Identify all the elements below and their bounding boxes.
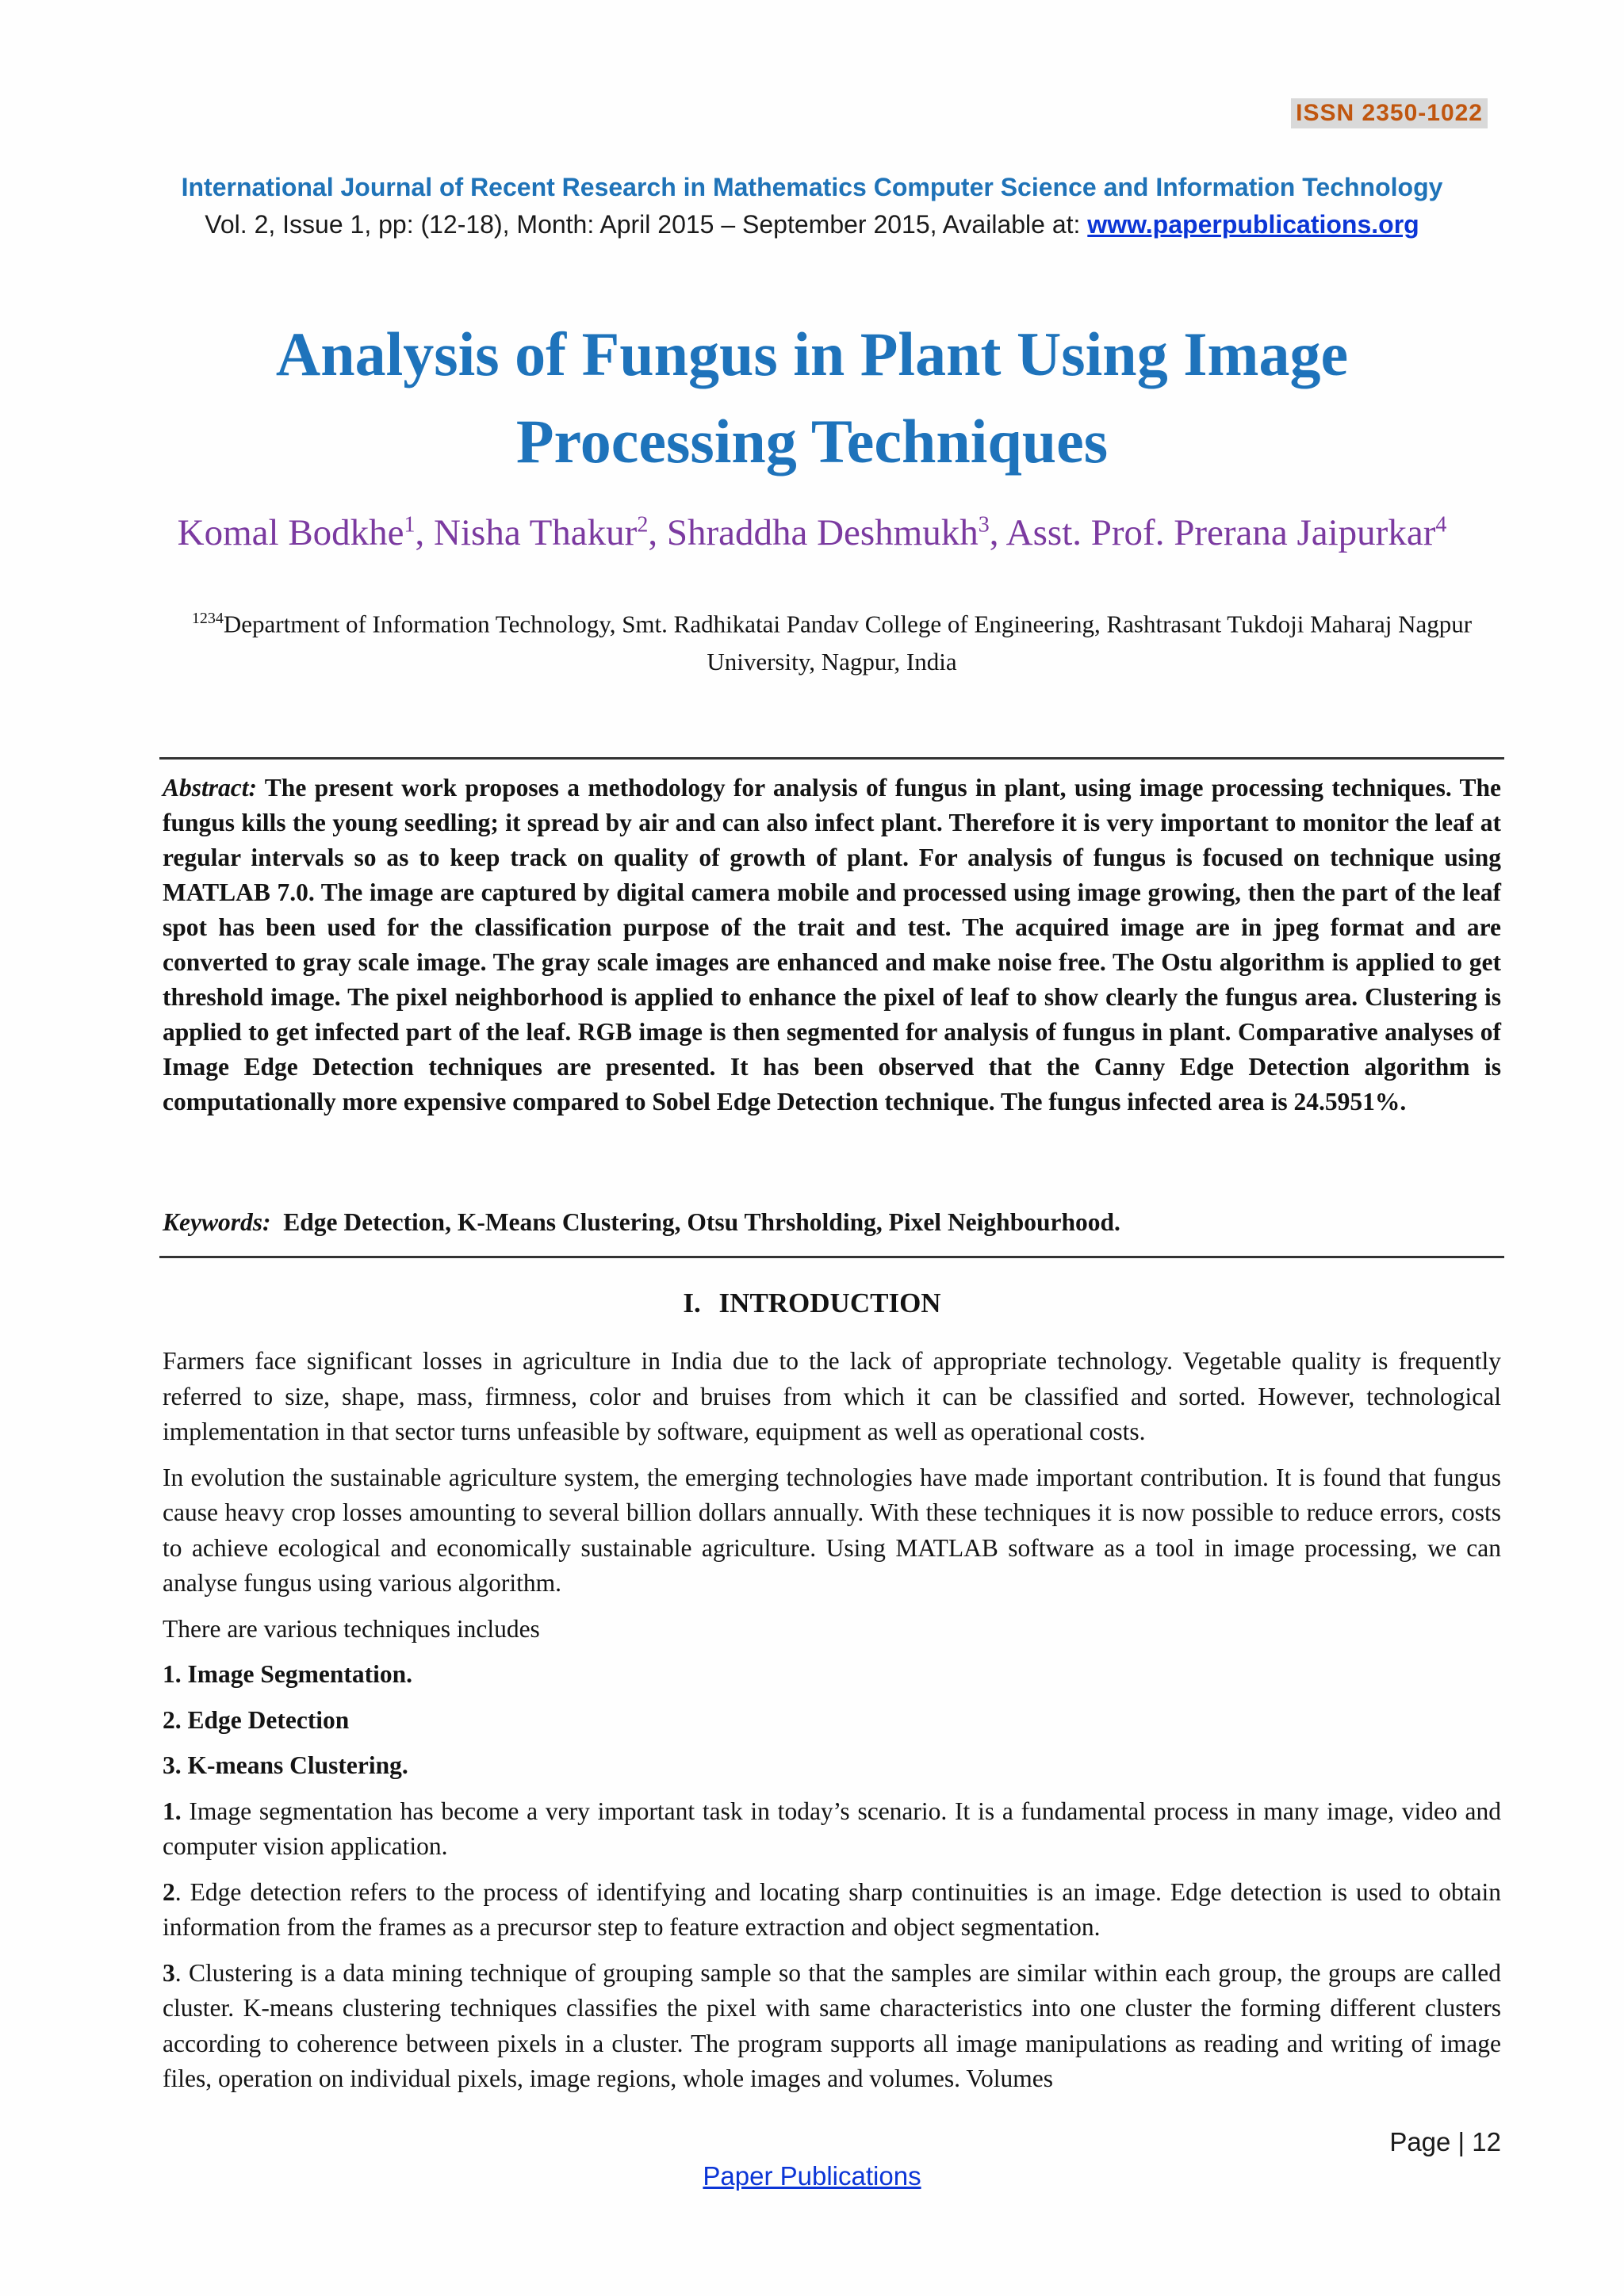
abstract — [163, 771, 1501, 1119]
bottom-divider — [159, 1256, 1504, 1258]
abstract-text: The present work proposes a methodology for analysis of fungus in plant, using image processing techniques. The fungus kills the young seedling; it spread by air and can also infect plant. Therefore it is very important to monitor the leaf at regular intervals so as to keep track on quality of growth of plant. For analysis of fungus is focused on technique using MATLAB 7.0. The image are captured by digital camera mobile and processed using image growing, then the part of the leaf spot has been used for the classification purpose of the trait and test. The acquired image are in jpeg format and are converted to gray scale image. The gray scale images are enhanced and make noise free. The Ostu algorithm is applied to get threshold image. The pixel neighborhood is applied to enhance the pixel of leaf to show clearly the fungus area. Clustering is applied to get infected part of the leaf. RGB image is then segmented for analysis of fungus in plant. Comparative analyses of Image Edge Detection techniques are presented. It has been observed that the Canny Edge Detection algorithm is computationally more expensive compared to Sobel Edge Detection technique. The fungus infected area is 24.5951%. — [163, 774, 1501, 1115]
author-name: Komal Bodkhe — [177, 512, 404, 553]
title-line-1: Analysis of Fungus in Plant Using Image — [275, 320, 1349, 388]
section-heading-introduction: I. INTRODUCTION — [683, 1288, 941, 1318]
paragraph-text: . Clustering is a data mining technique of grouping sample so that the samples are similar within each group, the groups are called cluster. K-means clustering techniques classifies the pixel with same characteristics into one cluster the forming different clusters according to coherence between pixels in a cluster. The program supports all image manipulations as reading and writing of image files, operation on individual pixels, image regions, whole images and volumes. Volumes — [163, 1958, 1501, 2092]
keywords-text: Edge Detection, K-Means Clustering, Otsu Thrsholding, Pixel Neighbourhood. — [283, 1208, 1120, 1236]
paragraph-text: Image segmentation has become a very important task in today’s scenario. It is a fundamental process in many image, video and computer vision application. — [163, 1797, 1501, 1860]
paragraph-lead: 2 — [163, 1877, 175, 1906]
paragraph — [163, 1956, 1501, 2097]
journal-info-text: Vol. 2, Issue 1, pp: (12-18), Month: April 2015 – September 2015, Available at: — [205, 210, 1088, 239]
keywords — [163, 1208, 1501, 1237]
issn-label: ISSN 2350-1022 — [1291, 98, 1488, 128]
paragraph-text: In evolution the sustainable agriculture system, the emerging technologies have made important contribution. It is found that fungus cause heavy crop losses amounting to several billion dollars annually. With these techniques it is now possible to reduce errors, costs to achieve ecological and economically sustainable agriculture. Using MATLAB software as a tool in image processing, we can analyse fungus using various algorithm. — [163, 1463, 1501, 1597]
list-item — [163, 1657, 1501, 1693]
publisher-footer-link[interactable]: Paper Publications — [703, 2161, 921, 2191]
title-line-2: Processing Techniques — [515, 407, 1109, 476]
introduction-body — [163, 1344, 1501, 2107]
journal-name: International Journal of Recent Research in Mathematics Computer Science and Information Technology — [181, 173, 1443, 201]
paragraph — [163, 1460, 1501, 1601]
journal-url-link[interactable]: www.paperpublications.org — [1087, 210, 1419, 239]
journal-info — [0, 210, 1624, 239]
list-item-text: 1. Image Segmentation. — [163, 1660, 412, 1688]
author-name: Shraddha Deshmukh — [666, 512, 979, 553]
paragraph-text: Farmers face significant losses in agriculture in India due to the lack of appropriate technology. Vegetable quality is frequently referred to size, shape, mass, firmness, color and bruises from which it can be classified and sorted. However, technological implementation in that sector turns unfeasible by software, equipment as well as operational costs. — [163, 1347, 1501, 1445]
paragraph-lead: 3 — [163, 1958, 175, 1987]
paragraph — [163, 1344, 1501, 1450]
author-name: Asst. Prof. Prerana Jaipurkar — [1005, 512, 1436, 553]
list-item — [163, 1748, 1501, 1784]
list-item — [163, 1703, 1501, 1739]
page-number: Page | 12 — [1389, 2127, 1501, 2156]
paragraph — [163, 1794, 1501, 1865]
list-item-text: 2. Edge Detection — [163, 1705, 350, 1734]
paragraph — [163, 1612, 1501, 1647]
author-separator: , — [415, 512, 435, 553]
paper-title — [119, 311, 1505, 485]
abstract-label: Abstract: — [163, 774, 258, 802]
top-divider — [159, 757, 1504, 760]
author-sup: 3 — [978, 512, 990, 538]
paragraph-lead: 1. — [163, 1797, 182, 1825]
author-sup: 4 — [1435, 512, 1447, 538]
author-list — [0, 511, 1624, 554]
paragraph-text: . Edge detection refers to the process of identifying and locating sharp continuities is an image. Edge detection is used to obtain information from the frames as a precursor step to feature extraction and object segmentation. — [163, 1877, 1501, 1941]
author-separator: , — [648, 512, 667, 553]
paragraph-text: There are various techniques includes — [163, 1614, 540, 1643]
author-separator: , — [989, 512, 1006, 553]
list-item-text: 3. K-means Clustering. — [163, 1751, 408, 1779]
affiliation-text: Department of Information Technology, Smt. Radhikatai Pandav College of Engineering, Rashtrasant Tukdoji Maharaj Nagpur University, Nagpur, India — [223, 610, 1473, 676]
author-sup: 1 — [404, 512, 416, 538]
keywords-label: Keywords: — [163, 1208, 271, 1236]
author-sup: 2 — [637, 512, 649, 538]
paragraph — [163, 1875, 1501, 1946]
author-name: Nisha Thakur — [434, 512, 638, 553]
affiliation — [163, 599, 1501, 681]
affiliation-sup: 1234 — [191, 610, 224, 627]
